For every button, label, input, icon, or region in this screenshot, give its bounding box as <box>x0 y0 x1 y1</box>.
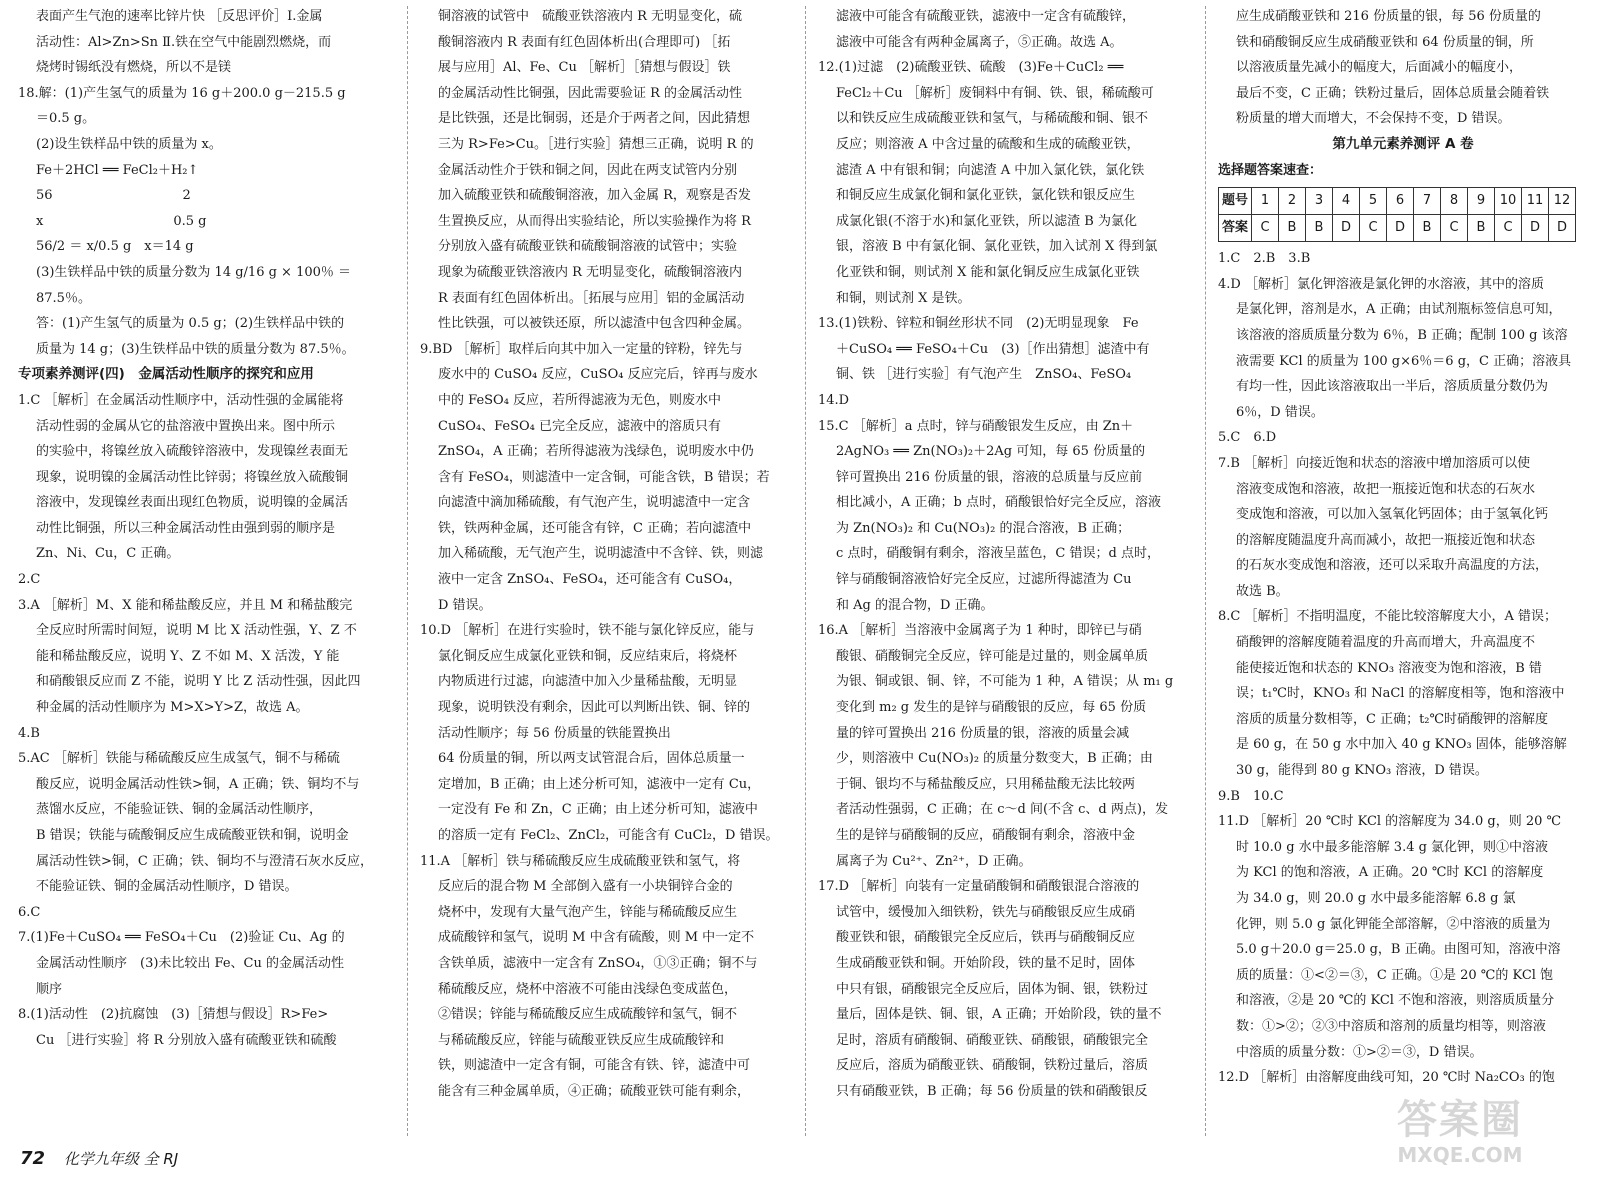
text-line: 8.C ［解析］不指明温度，不能比较溶解度大小，A 错误； <box>1218 609 1558 625</box>
text-line: 足时，溶质有硝酸铜、硝酸亚铁、硝酸银，硝酸银完全 <box>836 1032 1149 1048</box>
text-line: 能使接近饱和状态的 KNO₃ 溶液变为饱和溶液，B 错 <box>1236 660 1542 676</box>
text-line: 答：(1)产生氢气的质量为 0.5 g；(2)生铁样品中铁的 <box>36 316 345 332</box>
text-line: 17.D ［解析］向装有一定量硝酸铜和硝酸银混合溶液的 <box>818 879 1140 895</box>
answer-cell: C <box>1441 215 1468 242</box>
text-line: 5.0 g＋20.0 g＝25.0 g，B 正确。由图可知，溶液中溶 <box>1236 942 1561 958</box>
text-line: 中只有银，硝酸银完全反应后，固体为铜、银，铁粉过 <box>836 981 1149 997</box>
text-line: ＋CuSO₄ ══ FeSO₄＋Cu (3)［作出猜想］滤渣中有 <box>836 341 1150 357</box>
column-2 <box>420 4 792 1139</box>
text-line: 反应；则溶液 A 中含过量的硫酸和生成的硫酸亚铁， <box>836 136 1140 152</box>
text-line: 数：①>②；②③中溶质和溶剂的质量均相等，则溶液 <box>1236 1018 1546 1034</box>
text-line: 的溶解度随温度升高而减小，故把一瓶接近饱和状态 <box>1236 532 1536 548</box>
text-line: 定增加，B 正确；由上述分析可知，滤液中一定有 Cu， <box>438 776 761 792</box>
text-line: 不能验证铁、铜的金属活动性顺序，D 错误。 <box>36 879 298 895</box>
text-line: 活动性：Al>Zn>Sn Ⅱ.铁在空气中能剧烈燃烧，而 <box>36 34 332 50</box>
text-line: 30 g，能得到 80 g KNO₃ 溶液，D 错误。 <box>1236 763 1488 779</box>
text-line: 金属活动性介于铁和铜之间，因此在两支试管内分别 <box>438 162 738 178</box>
text-line: 属活动性铁>铜，C 正确；铁、铜均不与澄清石灰水反应， <box>36 853 373 869</box>
text-line: 蒸馏水反应，不能验证铁、铜的金属活动性顺序， <box>36 802 323 818</box>
text-line: (3)生铁样品中铁的质量分数为 14 g/16 g × 100％ ＝ <box>36 264 352 280</box>
text-line: 表面产生气泡的速率比锌片快 ［反思评价］Ⅰ.金属 <box>36 9 323 24</box>
section-heading: 专项素养测评(四) 金属活动性顺序的探究和应用 <box>18 366 314 383</box>
column-divider <box>1205 6 1206 1136</box>
text-line: 锌与硝酸铜溶液恰好完全反应，过滤所得滤渣为 Cu <box>836 572 1132 588</box>
text-line: 分别放入盛有硫酸亚铁和硫酸铜溶液的试管中；实验 <box>438 239 738 255</box>
text-line: 内物质进行过滤，向滤渣中加入少量稀盐酸，无明显 <box>438 674 738 690</box>
question-number-cell: 10 <box>1495 188 1522 215</box>
answer-cell: C <box>1360 215 1387 242</box>
text-line: 酸铜溶液内 R 表面有红色固体析出(合理即可) ［拓 <box>438 34 731 50</box>
text-line: (2)设生铁样品中铁的质量为 x。 <box>36 136 222 152</box>
text-line: 9.B 10.C <box>1218 788 1284 804</box>
question-number-cell: 2 <box>1279 188 1306 215</box>
text-line: 相比减小，A 正确；b 点时，硝酸银恰好完全反应，溶液 <box>836 495 1161 511</box>
text-line: 溶液变成饱和溶液，故把一瓶接近饱和状态的石灰水 <box>1236 481 1536 497</box>
text-line: 4.B <box>18 725 40 741</box>
text-line: 锌可置换出 216 份质量的银，溶液的总质量与反应前 <box>836 469 1143 485</box>
answer-cell: C <box>1495 215 1522 242</box>
question-number-cell: 11 <box>1522 188 1549 215</box>
text-line: 生成硝酸亚铁和铜。开始阶段，铁的量不足时，固体 <box>836 955 1136 971</box>
text-line: 反应后，溶质为硝酸亚铁、硝酸铜，铁粉过量后，溶质 <box>836 1058 1149 1074</box>
text-line: FeCl₂＋Cu ［解析］废铜料中有铜、铁、银，稀硫酸可 <box>836 85 1154 101</box>
text-line: 属离子为 Cu²⁺、Zn²⁺，D 正确。 <box>836 853 1032 869</box>
text-line: 的石灰水变成饱和溶液，还可以采取升高温度的方法， <box>1236 558 1549 574</box>
text-line: Fe＋2HCl ══ FeCl₂＋H₂↑ <box>36 162 199 178</box>
text-line: 为 KCl 的饱和溶液，A 正确。20 ℃时 KCl 的溶解度 <box>1236 865 1544 881</box>
text-line: R 表面有红色固体析出。［拓展与应用］铝的金属活动 <box>438 290 745 306</box>
answer-cell: B <box>1468 215 1495 242</box>
text-line: 5.AC ［解析］铁能与稀硫酸反应生成氢气，铜不与稀硫 <box>18 751 340 767</box>
footer-text: 化学九年级 全 RJ <box>63 1150 179 1168</box>
text-line: 溶液中，发现镍丝表面出现红色物质，说明镍的金属活 <box>36 495 349 511</box>
text-line: 的金属活动性比铜强，因此需要验证 R 的金属活动性 <box>438 85 743 101</box>
text-line: 和 Ag 的混合物，D 正确。 <box>836 597 994 613</box>
answer-table-answer-row <box>1219 215 1576 242</box>
text-line: D 错误。 <box>438 597 492 613</box>
text-line: 和铜，则试剂 X 是铁。 <box>836 290 971 306</box>
column-divider <box>805 6 806 1136</box>
text-line: 11.A ［解析］铁与稀硫酸反应生成硫酸亚铁和氢气，将 <box>420 853 741 869</box>
text-line: 故选 B。 <box>1236 583 1289 599</box>
answer-cell: B <box>1279 215 1306 242</box>
text-line: 化亚铁和铜，则试剂 X 能和氯化铜反应生成氯化亚铁 <box>836 264 1140 280</box>
text-line: 12.(1)过滤 (2)硫酸亚铁、硫酸 (3)Fe＋CuCl₂ ══ <box>818 60 1124 76</box>
text-line: B 错误；铁能与硫酸铜反应生成硫酸亚铁和铜，说明金 <box>36 828 349 843</box>
answer-cell: B <box>1306 215 1333 242</box>
text-line: 3.A ［解析］M、X 能和稀盐酸反应，并且 M 和稀盐酸完 <box>18 597 353 613</box>
text-line: 铁，铁两种金属，还可能含有锌，C 正确；若向滤渣中 <box>438 520 752 536</box>
text-line: 以和铁反应生成硫酸亚铁和氢气，与稀硫酸和铜、银不 <box>836 111 1149 127</box>
text-line: 质的质量：①<②＝③，C 正确。①是 20 ℃的 KCl 饱 <box>1236 967 1554 983</box>
text-line: 化钾，则 5.0 g 氯化钾能全部溶解，②中溶液的质量为 <box>1236 916 1551 932</box>
text-line: 为 Zn(NO₃)₂ 和 Cu(NO₃)₂ 的混合溶液，B 正确； <box>836 520 1131 536</box>
text-line: 与稀硫酸反应，锌能与硫酸亚铁反应生成硫酸锌和 <box>438 1032 725 1048</box>
text-line: 银，溶液 B 中有氯化铜、氯化亚铁，加入试剂 X 得到氯 <box>836 239 1158 255</box>
text-line: 7.(1)Fe＋CuSO₄ ══ FeSO₄＋Cu (2)验证 Cu、Ag 的 <box>18 930 345 946</box>
text-line: 烧烤时锡纸没有燃烧，所以不是镁 <box>36 60 232 76</box>
text-line: 能含有三种金属单质，④正确；硫酸亚铁可能有剩余， <box>438 1083 751 1099</box>
text-line: 14.D <box>818 392 850 408</box>
text-line: 于铜、银均不与稀盐酸反应，只用稀盐酸无法比较两 <box>836 776 1136 792</box>
question-number-cell: 9 <box>1468 188 1495 215</box>
page-number: 72 <box>20 1148 46 1169</box>
text-line: 能和稀盐酸反应，说明 Y、Z 不如 M、X 活泼，Y 能 <box>36 648 340 664</box>
text-line: 以溶液质量先减小的幅度大，后面减小的幅度小， <box>1236 60 1523 76</box>
text-line: 现象为硫酸亚铁溶液内 R 无明显变化，硫酸铜溶液内 <box>438 264 743 280</box>
text-line: 12.D ［解析］由溶解度曲线可知，20 ℃时 Na₂CO₃ 的饱 <box>1218 1070 1555 1086</box>
text-line: 64 份质量的铜，所以两支试管混合后，固体总质量一 <box>438 751 745 767</box>
text-line: 和硝酸银反应而 Z 不能，说明 Y 比 Z 活动性强，因此四 <box>36 674 361 690</box>
text-line: 酸银、硝酸铜完全反应，锌可能是过量的，则金属单质 <box>836 648 1149 664</box>
text-line: 只有硝酸亚铁，B 正确；每 56 份质量的铁和硝酸银反 <box>836 1083 1148 1099</box>
section-heading: 第九单元素养测评 A 卷 <box>1332 135 1474 152</box>
text-line: 1.C ［解析］在金属活动性顺序中，活动性强的金属能将 <box>18 392 344 408</box>
text-line: 铜溶液的试管中 硫酸亚铁溶液内 R 无明显变化，硫 <box>438 9 743 24</box>
text-line: 5.C 6.D <box>1218 430 1277 446</box>
answer-cell: D <box>1333 215 1360 242</box>
text-line: 16.A ［解析］当溶液中金属离子为 1 种时，即锌已与硝 <box>818 623 1142 639</box>
text-line: 向滤渣中滴加稀硫酸，有气泡产生，说明滤渣中一定含 <box>438 495 751 511</box>
text-line: 种金属的活动性顺序为 M>X>Y>Z，故选 A。 <box>36 700 309 716</box>
text-line: 该溶液的溶质质量分数为 6％，B 正确；配制 100 g 该溶 <box>1236 327 1568 343</box>
page-footer <box>20 1146 178 1173</box>
text-line: 中的 FeSO₄ 反应，若所得滤液为无色，则废水中 <box>438 392 722 408</box>
column-4-bottom <box>1218 246 1588 1091</box>
text-line: 的实验中，将镍丝放入硫酸锌溶液中，发现镍丝表面无 <box>36 444 349 460</box>
answer-table-header: 答案 <box>1219 215 1252 242</box>
text-line: 溶质的质量分数相等，C 正确；t₂℃时硝酸钾的溶解度 <box>1236 711 1549 727</box>
text-line: 全反应时所需时间短，说明 M 比 X 活动性强，Y、Z 不 <box>36 623 357 639</box>
answer-quick-check-label: 选择题答案速查： <box>1218 162 1323 178</box>
question-number-cell: 8 <box>1441 188 1468 215</box>
answer-cell: B <box>1414 215 1441 242</box>
text-line: 7.B ［解析］向接近饱和状态的溶液中增加溶质可以使 <box>1218 455 1531 471</box>
text-line: 为 34.0 g，则 20.0 g 水中最多能溶解 6.8 g 氯 <box>1236 891 1516 906</box>
text-line: 的溶质一定有 FeCl₂、ZnCl₂，可能含有 CuCl₂，D 错误。 <box>438 828 779 843</box>
text-line: 展与应用］Al、Fe、Cu ［解析］［猜想与假设］铁 <box>438 60 731 76</box>
text-line: 10.D ［解析］在进行实验时，铁不能与氯化锌反应，能与 <box>420 623 755 639</box>
text-line: 加入稀硫酸，无气泡产生，说明滤渣中不含锌、铁，则滤 <box>438 546 764 562</box>
text-line: 最后不变，C 正确；铁粉过量后，固体总质量会随着铁 <box>1236 85 1550 101</box>
text-line: 2.C <box>18 572 41 588</box>
text-line: 液中一定含 ZnSO₄、FeSO₄，还可能含有 CuSO₄， <box>438 572 742 588</box>
column-4-top <box>1218 4 1588 132</box>
text-line: 生置换反应，从而得出实验结论，所以实验操作为将 R <box>438 213 751 229</box>
text-line: 有均一性，因此该溶液取出一半后，溶质质量分数仍为 <box>1236 379 1549 395</box>
question-number-cell: 1 <box>1252 188 1279 215</box>
watermark-url: MXQE.COM <box>1397 1143 1523 1167</box>
watermark-title: 答案圈 <box>1397 1097 1523 1143</box>
text-line: ②错误；锌能与稀硫酸反应生成硫酸锌和氢气，铜不 <box>438 1007 738 1023</box>
text-line: 液需要 KCl 的质量为 100 g×6％＝6 g，C 正确；溶液具 <box>1236 353 1572 369</box>
answer-table <box>1218 187 1576 242</box>
text-line: 动性比铜强，所以三种金属活动性由强到弱的顺序是 <box>36 520 336 536</box>
text-line: c 点时，硝酸铜有剩余，溶液呈蓝色，C 错误；d 点时， <box>836 546 1160 562</box>
text-line: 顺序 <box>36 981 63 997</box>
text-line: 量的锌可置换出 216 份质量的银，溶液的质量会减 <box>836 725 1130 741</box>
text-line: 含有 FeSO₄，则滤渣中一定含铜，可能含铁，B 错误；若 <box>438 469 770 485</box>
text-line: 成氯化银(不溶于水)和氯化亚铁，所以滤渣 B 为氯化 <box>836 213 1137 229</box>
text-line: 硝酸钾的溶解度随着温度的升高而增大，升高温度不 <box>1236 635 1536 651</box>
question-number-cell: 7 <box>1414 188 1441 215</box>
text-line: 质量为 14 g；(3)生铁样品中铁的质量分数为 87.5％。 <box>36 341 355 357</box>
text-line: 4.D ［解析］氯化钾溶液是氯化钾的水溶液，其中的溶质 <box>1218 276 1544 292</box>
column-3 <box>818 4 1193 1139</box>
text-line: 现象，说明铁没有剩余，因此可以判断出铁、铜、锌的 <box>438 700 751 716</box>
question-number-cell: 6 <box>1387 188 1414 215</box>
text-line: 活动性顺序；每 56 份质量的铁能置换出 <box>438 725 671 741</box>
text-line: 87.5％。 <box>36 290 91 306</box>
question-number-cell: 3 <box>1306 188 1333 215</box>
question-number-cell: 5 <box>1360 188 1387 215</box>
text-line: 是氯化钾，溶剂是水，A 正确；由试剂瓶标签信息可知， <box>1236 302 1562 318</box>
text-line: 成硫酸锌和氢气，说明 M 中含有硫酸，则 M 中一定不 <box>438 930 755 946</box>
text-line: 现象，说明镍的金属活动性比锌弱；将镍丝放入硫酸铜 <box>36 469 349 485</box>
column-4 <box>1218 4 1588 1139</box>
text-line: 者活动性强弱，C 正确；在 c～d 间(不含 c、d 两点)，发 <box>836 802 1168 818</box>
text-line: 是比铁强，还是比铜弱，还是介于两者之间，因此猜想 <box>438 111 751 127</box>
text-line: 误；t₁℃时，KNO₃ 和 NaCl 的溶解度相等，饱和溶液中 <box>1236 686 1565 702</box>
text-line: 时 10.0 g 水中最多能溶解 3.4 g 氯化钾，则①中溶液 <box>1236 839 1549 855</box>
text-line: 15.C ［解析］a 点时，锌与硝酸银发生反应，由 Zn＋ <box>818 418 1134 434</box>
text-line: 18.解：(1)产生氢气的质量为 16 g＋200.0 g－215.5 g <box>18 85 346 101</box>
text-line: 滤渣 A 中有银和铜；向滤渣 A 中加入氯化铁，氯化铁 <box>836 162 1145 178</box>
text-line: 试管中，缓慢加入细铁粉，铁先与硝酸银反应生成硝 <box>836 904 1136 920</box>
text-line: 酸亚铁和银，硝酸银完全反应后，铁再与硝酸铜反应 <box>836 930 1136 946</box>
text-line: 铜、铁 ［进行实验］有气泡产生 ZnSO₄、FeSO₄ <box>836 367 1132 383</box>
text-line: 少，则溶液中 Cu(NO₃)₂ 的质量分数变大，B 正确；由 <box>836 751 1153 767</box>
text-line: ZnSO₄，A 正确；若所得滤液为浅绿色，说明废水中仍 <box>438 444 754 460</box>
text-line: CuSO₄、FeSO₄ 已完全反应，滤液中的溶质只有 <box>438 418 722 434</box>
text-line: 滤液中可能含有两种金属离子，⑤正确。故选 A。 <box>836 34 1123 50</box>
text-line: 活动性弱的金属从它的盐溶液中置换出来。图中所示 <box>36 418 336 434</box>
text-line: 变化到 m₂ g 发生的是锌与硝酸银的反应，每 65 份质 <box>836 700 1147 716</box>
text-line: 应生成硝酸亚铁和 216 份质量的银，每 56 份质量的 <box>1236 9 1541 24</box>
text-line: 性比铁强，可以被铁还原，所以滤渣中包含四种金属。 <box>438 316 751 332</box>
text-line: 酸反应，说明金属活动性铁>铜，A 正确；铁、铜均不与 <box>36 776 360 792</box>
text-line: 生的是锌与硝酸铜的反应，硝酸铜有剩余，溶液中金 <box>836 828 1136 843</box>
text-line: 氯化铜反应生成氯化亚铁和铜，反应结束后，将烧杯 <box>438 648 738 664</box>
answer-table-header: 题号 <box>1219 188 1252 215</box>
text-line: Cu ［进行实验］将 R 分别放入盛有硫酸亚铁和硫酸 <box>36 1032 337 1048</box>
answer-cell: D <box>1549 215 1576 242</box>
text-line: 加入硫酸亚铁和硫酸铜溶液，加入金属 R，观察是否发 <box>438 188 751 204</box>
text-line: 粉质量的增大而增大，不会保持不变，D 错误。 <box>1236 111 1511 127</box>
text-line: Zn、Ni、Cu，C 正确。 <box>36 546 180 562</box>
text-line: 三为 R>Fe>Cu。［进行实验］猜想三正确，说明 R 的 <box>438 136 754 152</box>
text-line: 为银、铜或银、铜、锌，不可能为 1 种，A 错误；从 m₁ g <box>836 674 1174 690</box>
text-line: 9.BD ［解析］取样后向其中加入一定量的锌粉，锌先与 <box>420 341 743 357</box>
question-number-cell: 4 <box>1333 188 1360 215</box>
text-line: 11.D ［解析］20 ℃时 KCl 的溶解度为 34.0 g，则 20 ℃ <box>1218 814 1562 830</box>
text-line: ＝0.5 g。 <box>36 111 96 127</box>
text-line: 8.(1)活动性 (2)抗腐蚀 (3)［猜想与假设］R>Fe> <box>18 1007 329 1023</box>
text-line: 1.C 2.B 3.B <box>1218 251 1311 267</box>
answer-cell: D <box>1522 215 1549 242</box>
text-line: 和铜反应生成氯化铜和氯化亚铁，氯化铁和银反应生 <box>836 188 1136 204</box>
answer-cell: C <box>1252 215 1279 242</box>
text-line: 中溶质的质量分数：①>②＝③，D 错误。 <box>1236 1044 1483 1060</box>
text-line: 56 2 <box>36 188 191 204</box>
text-line: 稀硫酸反应，烧杯中溶液不可能由浅绿色变成蓝色， <box>438 981 738 997</box>
text-line: 铁和硝酸铜反应生成硝酸亚铁和 64 份质量的铜，所 <box>1236 34 1534 50</box>
text-line: 铁，则滤渣中一定含有铜，可能含有铁、锌，滤渣中可 <box>438 1058 751 1074</box>
text-line: 13.(1)铁粉、锌粒和铜丝形状不同 (2)无明显现象 Fe <box>818 316 1139 332</box>
text-line: 含铁单质，滤液中一定含有 ZnSO₄，①③正确；铜不与 <box>438 955 758 971</box>
text-line: 变成饱和溶液，可以加入氢氧化钙固体；由于氢氧化钙 <box>1236 507 1549 523</box>
text-line: 金属活动性顺序 (3)未比较出 Fe、Cu 的金属活动性 <box>36 955 345 971</box>
answer-table-number-row <box>1219 188 1576 215</box>
text-line: 56/2 ＝ x/0.5 g x＝14 g <box>36 239 194 255</box>
text-line: 2AgNO₃ ══ Zn(NO₃)₂＋2Ag 可知，每 65 份质量的 <box>836 444 1146 460</box>
text-line: 6％，D 错误。 <box>1236 404 1324 420</box>
text-line: 量后，固体是铁、铜、银，A 正确；开始阶段，铁的量不 <box>836 1007 1162 1023</box>
text-line: x 0.5 g <box>36 213 207 229</box>
text-line: 滤液中可能含有硫酸亚铁，滤液中一定含有硫酸锌， <box>836 9 1136 24</box>
text-line: 是 60 g，在 50 g 水中加入 40 g KNO₃ 固体，能够溶解 <box>1236 737 1567 753</box>
text-line: 6.C <box>18 904 41 920</box>
text-line: 一定没有 Fe 和 Zn，C 正确；由上述分析可知，滤液中 <box>438 802 758 818</box>
answer-cell: D <box>1387 215 1414 242</box>
text-line: 和溶液，②是 20 ℃的 KCl 不饱和溶液，则溶质质量分 <box>1236 993 1555 1009</box>
column-1 <box>18 4 394 1139</box>
text-line: 废水中的 CuSO₄ 反应，CuSO₄ 反应完后，锌再与废水 <box>438 367 758 383</box>
text-line: 反应后的混合物 M 全部倒入盛有一小块铜锌合金的 <box>438 879 733 895</box>
text-line: 烧杯中，发现有大量气泡产生，锌能与稀硫酸反应生 <box>438 904 738 920</box>
column-divider <box>407 6 408 1136</box>
question-number-cell: 12 <box>1549 188 1576 215</box>
